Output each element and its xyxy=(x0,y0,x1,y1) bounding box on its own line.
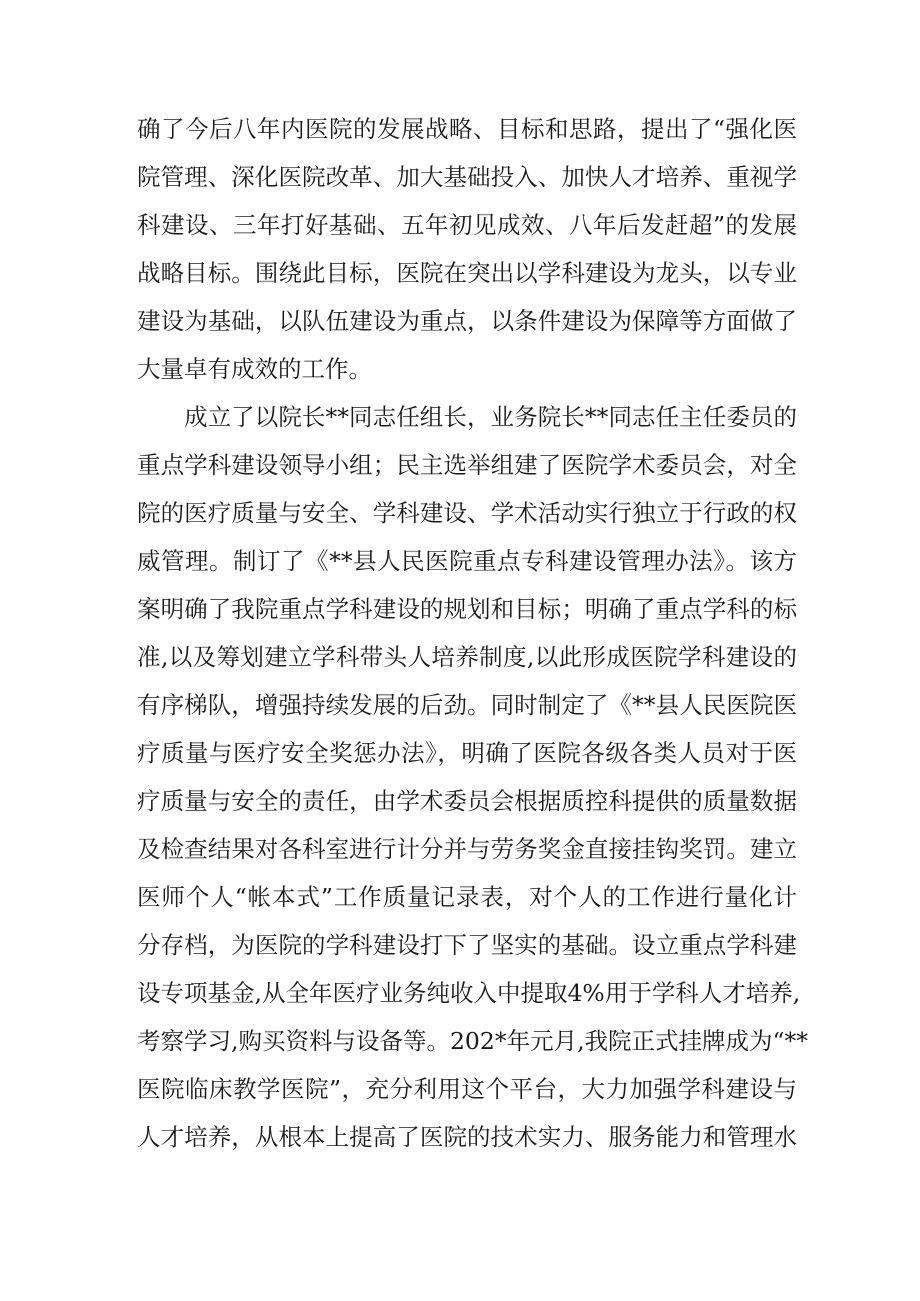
text-line: 院的医疗质量与安全、学科建设、学术活动实行独立于行政的权 xyxy=(137,499,797,527)
text-line: 设专项基金,从全年医疗业务纯收入中提取4%用于学科人才培养, xyxy=(137,979,801,1007)
text-line: 确了今后八年内医院的发展战略、目标和思路，提出了“强化医 xyxy=(137,115,797,143)
document-body xyxy=(137,105,809,1161)
text-line: 考察学习,购买资料与设备等。202*年元月,我院正式挂牌成为“** xyxy=(137,1027,809,1055)
paragraph xyxy=(137,393,809,1161)
text-line: 人才培养，从根本上提高了医院的技术实力、服务能力和管理水 xyxy=(137,1123,797,1151)
text-line: 医师个人“帐本式”工作质量记录表，对个人的工作进行量化计 xyxy=(137,883,797,911)
text-line: 大量卓有成效的工作。 xyxy=(137,355,372,383)
text-line: 院管理、深化医院改革、加大基础投入、加快人才培养、重视学 xyxy=(137,163,797,191)
text-line: 医院临床教学医院”，充分利用这个平台，大力加强学科建设与 xyxy=(137,1075,797,1103)
text-line: 有序梯队，增强持续发展的后劲。同时制定了《**县人民医院医 xyxy=(137,691,797,719)
text-line: 科建设、三年打好基础、五年初见成效、八年后发赶超”的发展 xyxy=(137,211,797,239)
text-line: 疗质量与医疗安全奖惩办法》，明确了医院各级各类人员对于医 xyxy=(137,739,797,767)
text-line: 及检查结果对各科室进行计分并与劳务奖金直接挂钩奖罚。建立 xyxy=(137,835,797,863)
text-line: 分存档，为医院的学科建设打下了坚实的基础。设立重点学科建 xyxy=(137,931,797,959)
text-line: 威管理。制订了《**县人民医院重点专科建设管理办法》。该方 xyxy=(137,547,797,575)
text-line: 准,以及筹划建立学科带头人培养制度,以此形成医院学科建设的 xyxy=(137,643,797,671)
text-line: 疗质量与安全的责任，由学术委员会根据质控科提供的质量数据 xyxy=(137,787,797,815)
text-line: 重点学科建设领导小组；民主选举组建了医院学术委员会，对全 xyxy=(137,451,797,479)
text-line: 建设为基础，以队伍建设为重点，以条件建设为保障等方面做了 xyxy=(137,307,797,335)
text-line: 案明确了我院重点学科建设的规划和目标；明确了重点学科的标 xyxy=(137,595,797,623)
paragraph xyxy=(137,105,797,393)
text-line: 成立了以院长**同志任组长，业务院长**同志任主任委员的 xyxy=(184,403,797,431)
text-line: 战略目标。围绕此目标，医院在突出以学科建设为龙头，以专业 xyxy=(137,259,797,287)
